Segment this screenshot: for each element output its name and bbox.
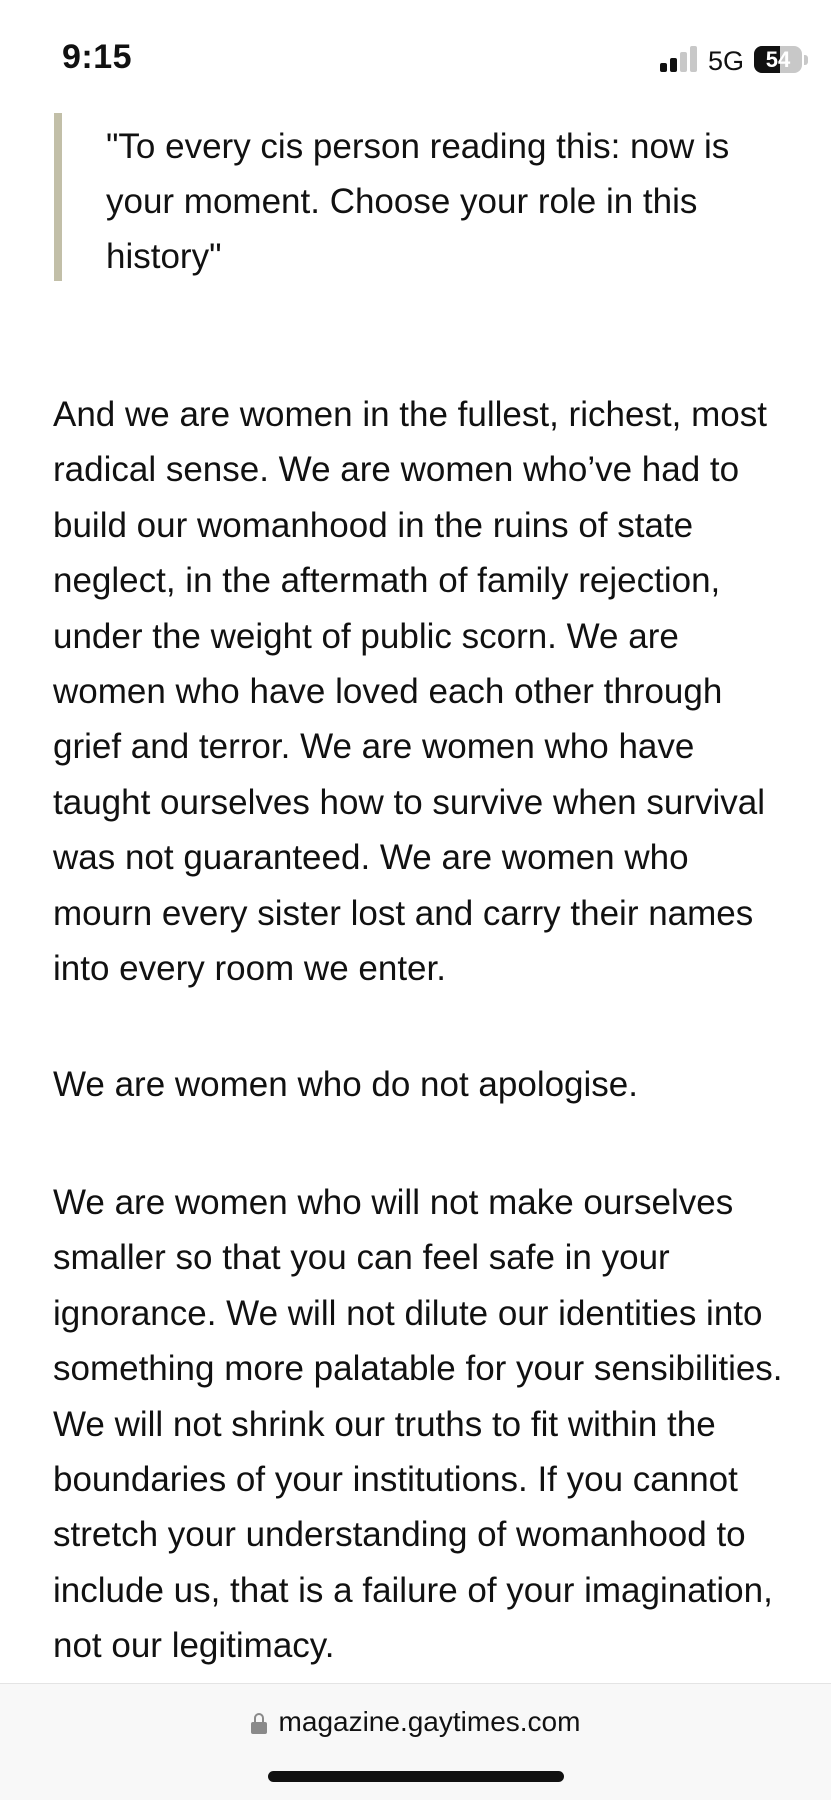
signal-bar xyxy=(690,46,697,72)
signal-bar xyxy=(680,52,687,72)
network-type-label: 5G xyxy=(708,46,745,76)
pull-quote xyxy=(54,113,774,281)
signal-bar xyxy=(660,63,667,72)
lock-icon xyxy=(251,1713,267,1733)
cellular-signal-icon xyxy=(660,46,698,72)
battery-level-label: 54 xyxy=(765,47,791,72)
article-paragraph-3: We are women who will not make ourselves smaller so that you can feel safe in your ignorance. We will not dilute our identities into something more palatable for your sensibilities. We will not shrink our truths to fit within the boundaries of your institutions. If you cannot stretch your understanding of womanhood to include us, that is a failure of your imagination, not our legitimacy. xyxy=(53,1183,783,1666)
article-paragraph-2: We are women who do not apologise. xyxy=(53,1065,638,1104)
article-paragraph-1: And we are women in the fullest, richest, most radical sense. We are women who’ve had to build our womanhood in the ruins of state neglect, in the aftermath of family rejection, under the weight of public scorn. We are women who have loved each other through grief and terror. We are women who have taught ourselves how to survive when survival was not guaranteed. We are women who mourn every sister lost and carry their names into every room we enter. xyxy=(53,395,767,989)
url-text: magazine.gaytimes.com xyxy=(278,1706,581,1737)
battery-icon xyxy=(754,46,802,73)
pull-quote-bar xyxy=(54,113,62,281)
battery-cap xyxy=(804,55,808,65)
home-indicator[interactable] xyxy=(268,1771,564,1782)
address-bar[interactable] xyxy=(0,1706,831,1738)
status-time: 9:15 xyxy=(62,38,133,76)
status-bar xyxy=(0,0,831,110)
pull-quote-text: "To every cis person reading this: now is your moment. Choose your role in this history" xyxy=(106,127,730,276)
signal-bar xyxy=(670,58,677,72)
browser-bottom-bar xyxy=(0,1683,831,1800)
